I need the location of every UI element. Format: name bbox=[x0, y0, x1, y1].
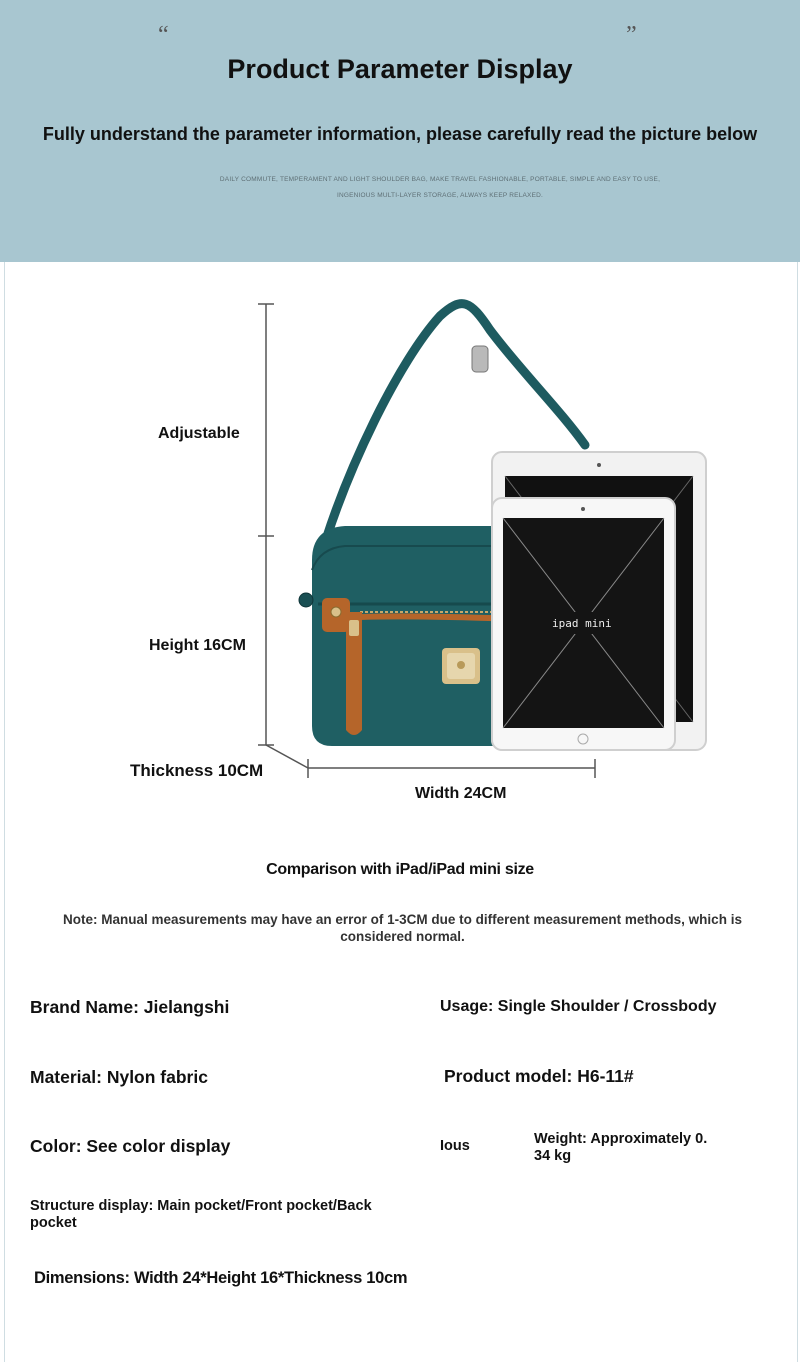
measurement-note: Note: Manual measurements may have an error of 1-3CM due to different measurement methods, which is considered normal. bbox=[63, 912, 742, 944]
spec-material: Material: Nylon fabric bbox=[30, 1067, 208, 1087]
thickness-measure-line bbox=[266, 745, 308, 768]
spec-dimensions: Dimensions: Width 24*Height 16*Thickness 10cm bbox=[34, 1269, 408, 1287]
width-label: Width 24CM bbox=[415, 785, 507, 802]
adjustable-label: Adjustable bbox=[158, 425, 240, 442]
ipad-mini-label: ipad mini bbox=[552, 617, 612, 630]
height-label: Height 16CM bbox=[149, 637, 246, 654]
spec-structure: Structure display: Main pocket/Front pocket/Back pocket bbox=[30, 1198, 372, 1231]
spec-usage: Usage: Single Shoulder / Crossbody bbox=[440, 998, 717, 1015]
tagline-line-1: DAILY COMMUTE, TEMPERAMENT AND LIGHT SHOULDER BAG, MAKE TRAVEL FASHIONABLE, PORTABLE, SIMPLE AND EASY TO USE, bbox=[219, 176, 661, 183]
spec-ious: Ious bbox=[440, 1138, 470, 1154]
open-quote-mark: “ bbox=[158, 22, 169, 48]
spec-brand: Brand Name: Jielangshi bbox=[30, 997, 230, 1017]
width-measure-line bbox=[308, 759, 595, 778]
spec-weight: Weight: Approximately 0. 34 kg bbox=[534, 1131, 708, 1164]
tagline-line-2: INGENIOUS MULTI-LAYER STORAGE, ALWAYS KEEP RELAXED. bbox=[336, 192, 544, 199]
thickness-label: Thickness 10CM bbox=[130, 761, 264, 780]
vertical-measure-line bbox=[258, 304, 274, 745]
comparison-caption: Comparison with iPad/iPad mini size bbox=[266, 861, 534, 878]
close-quote-mark: ” bbox=[626, 22, 637, 48]
strap-buckle bbox=[472, 346, 488, 372]
page-title: Product Parameter Display bbox=[227, 54, 573, 84]
spec-model: Product model: H6-11# bbox=[444, 1066, 634, 1086]
page-subtitle: Fully understand the parameter information, please carefully read the picture below bbox=[42, 124, 758, 144]
spec-color: Color: See color display bbox=[30, 1136, 231, 1156]
